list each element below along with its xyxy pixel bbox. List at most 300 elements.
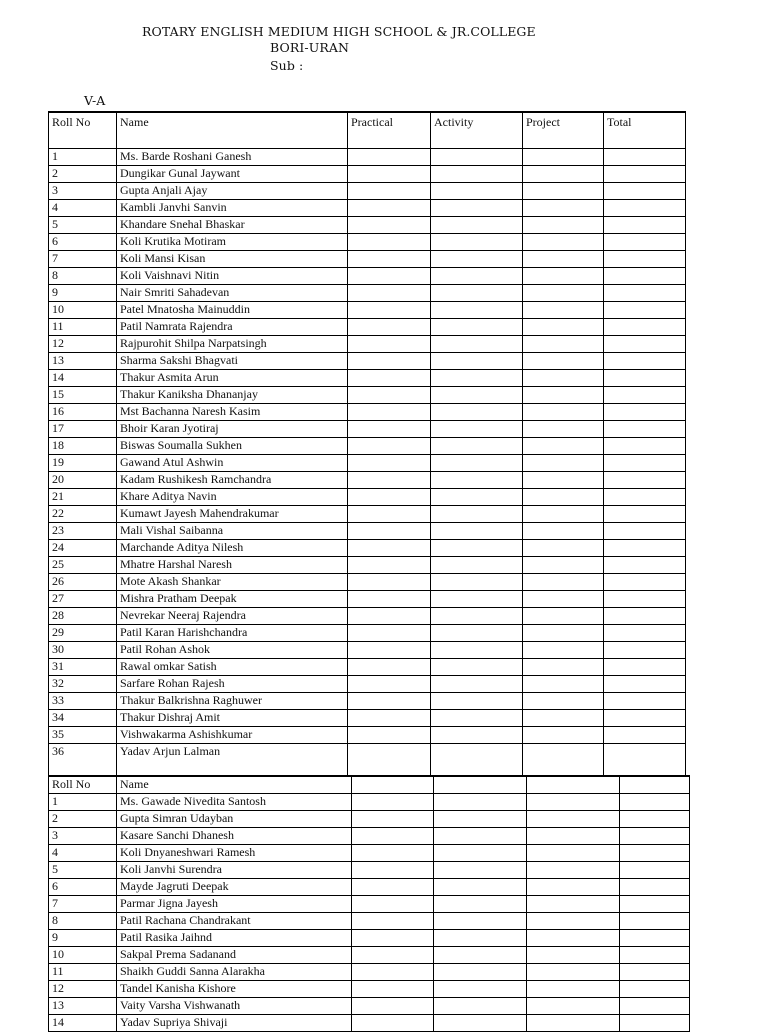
project-mark-cell[interactable]	[523, 472, 604, 489]
project-mark-cell[interactable]	[523, 336, 604, 353]
total-mark-cell[interactable]	[604, 268, 686, 285]
empty-cell[interactable]	[527, 776, 620, 794]
practical-mark-cell[interactable]	[352, 1015, 434, 1032]
project-mark-cell[interactable]	[523, 234, 604, 251]
activity-mark-cell[interactable]	[434, 964, 527, 981]
table-row	[49, 183, 686, 200]
roll-number-cell: 2	[49, 166, 117, 183]
project-mark-cell[interactable]	[523, 642, 604, 659]
student-name-cell: Koli Mansi Kisan	[117, 251, 348, 268]
student-name-cell: Yadav Supriya Shivaji	[117, 1015, 352, 1032]
table-row	[49, 608, 686, 625]
practical-mark-cell[interactable]	[352, 794, 434, 811]
activity-mark-cell[interactable]	[431, 166, 523, 183]
project-mark-cell[interactable]	[527, 1015, 620, 1032]
table-row	[49, 319, 686, 336]
practical-mark-cell[interactable]	[348, 251, 431, 268]
activity-mark-cell[interactable]	[431, 676, 523, 693]
practical-mark-cell[interactable]	[348, 523, 431, 540]
total-mark-cell[interactable]	[620, 930, 690, 947]
activity-mark-cell[interactable]	[434, 1015, 527, 1032]
activity-mark-cell[interactable]	[431, 489, 523, 506]
activity-mark-cell[interactable]	[431, 727, 523, 744]
total-mark-cell[interactable]	[604, 251, 686, 268]
activity-mark-cell[interactable]	[431, 200, 523, 217]
total-mark-cell[interactable]	[604, 234, 686, 251]
student-name-cell: Nevrekar Neeraj Rajendra	[117, 608, 348, 625]
project-mark-cell[interactable]	[527, 879, 620, 896]
activity-mark-cell[interactable]	[431, 353, 523, 370]
practical-mark-cell[interactable]	[348, 676, 431, 693]
roll-number-cell: 22	[49, 506, 117, 523]
total-mark-cell[interactable]	[620, 998, 690, 1015]
project-mark-cell[interactable]	[523, 455, 604, 472]
activity-mark-cell[interactable]	[431, 472, 523, 489]
table-row	[49, 166, 686, 183]
student-name-cell: Patil Karan Harishchandra	[117, 625, 348, 642]
practical-mark-cell[interactable]	[348, 472, 431, 489]
header-roll-no: Roll No	[49, 112, 117, 149]
total-mark-cell[interactable]	[604, 217, 686, 234]
project-mark-cell[interactable]	[523, 166, 604, 183]
total-mark-cell[interactable]	[604, 421, 686, 438]
practical-mark-cell[interactable]	[352, 811, 434, 828]
empty-cell[interactable]	[352, 776, 434, 794]
activity-mark-cell[interactable]	[431, 404, 523, 421]
roll-number-cell: 12	[49, 336, 117, 353]
table-row	[49, 794, 690, 811]
total-mark-cell[interactable]	[604, 387, 686, 404]
student-name-cell: Gupta Anjali Ajay	[117, 183, 348, 200]
table-row	[49, 285, 686, 302]
table-row	[49, 693, 686, 710]
total-mark-cell[interactable]	[620, 1015, 690, 1032]
roll-number-cell: 23	[49, 523, 117, 540]
student-name-cell: Thakur Dishraj Amit	[117, 710, 348, 727]
total-mark-cell[interactable]	[620, 947, 690, 964]
total-mark-cell[interactable]	[604, 404, 686, 421]
activity-mark-cell[interactable]	[431, 591, 523, 608]
table-row	[49, 862, 690, 879]
activity-mark-cell[interactable]	[434, 981, 527, 998]
total-mark-cell[interactable]	[620, 896, 690, 913]
roll-number-cell: 26	[49, 574, 117, 591]
total-mark-cell[interactable]	[604, 149, 686, 166]
student-name-cell: Mst Bachanna Naresh Kasim	[117, 404, 348, 421]
activity-mark-cell[interactable]	[434, 828, 527, 845]
total-mark-cell[interactable]	[604, 574, 686, 591]
student-name-cell: Koli Dnyaneshwari Ramesh	[117, 845, 352, 862]
empty-cell[interactable]	[434, 776, 527, 794]
total-mark-cell[interactable]	[604, 166, 686, 183]
project-mark-cell[interactable]	[527, 930, 620, 947]
activity-mark-cell[interactable]	[431, 387, 523, 404]
activity-mark-cell[interactable]	[431, 285, 523, 302]
practical-mark-cell[interactable]	[352, 845, 434, 862]
table-row	[49, 879, 690, 896]
table-row	[49, 930, 690, 947]
student-name-cell: Thakur Kaniksha Dhananjay	[117, 387, 348, 404]
student-name-cell: Mali Vishal Saibanna	[117, 523, 348, 540]
practical-mark-cell[interactable]	[348, 336, 431, 353]
project-mark-cell[interactable]	[527, 964, 620, 981]
table-row	[49, 947, 690, 964]
roll-number-cell: 5	[49, 862, 117, 879]
practical-mark-cell[interactable]	[352, 862, 434, 879]
roll-number-cell: 6	[49, 234, 117, 251]
activity-mark-cell[interactable]	[431, 370, 523, 387]
table-row	[49, 455, 686, 472]
practical-mark-cell[interactable]	[348, 404, 431, 421]
practical-mark-cell[interactable]	[348, 438, 431, 455]
total-mark-cell[interactable]	[620, 794, 690, 811]
project-mark-cell[interactable]	[523, 693, 604, 710]
table-row	[49, 234, 686, 251]
project-mark-cell[interactable]	[523, 540, 604, 557]
project-mark-cell[interactable]	[523, 217, 604, 234]
total-mark-cell[interactable]	[604, 438, 686, 455]
header-name: Name	[117, 776, 352, 794]
practical-mark-cell[interactable]	[348, 591, 431, 608]
project-mark-cell[interactable]	[523, 608, 604, 625]
table-row	[49, 302, 686, 319]
total-mark-cell[interactable]	[604, 676, 686, 693]
student-name-cell: Patil Rasika Jaihnd	[117, 930, 352, 947]
activity-mark-cell[interactable]	[431, 455, 523, 472]
project-mark-cell[interactable]	[523, 574, 604, 591]
practical-mark-cell[interactable]	[348, 506, 431, 523]
roll-number-cell: 10	[49, 947, 117, 964]
project-mark-cell[interactable]	[523, 302, 604, 319]
roll-number-cell: 36	[49, 744, 117, 776]
activity-mark-cell[interactable]	[431, 183, 523, 200]
activity-mark-cell[interactable]	[431, 710, 523, 727]
student-name-cell: Mishra Pratham Deepak	[117, 591, 348, 608]
table-row	[49, 489, 686, 506]
practical-mark-cell[interactable]	[352, 981, 434, 998]
activity-mark-cell[interactable]	[431, 319, 523, 336]
table-row	[49, 845, 690, 862]
student-name-cell: Mayde Jagruti Deepak	[117, 879, 352, 896]
table-row	[49, 998, 690, 1015]
table-row	[49, 149, 686, 166]
activity-mark-cell[interactable]	[434, 947, 527, 964]
project-mark-cell[interactable]	[523, 489, 604, 506]
activity-mark-cell[interactable]	[431, 336, 523, 353]
activity-mark-cell[interactable]	[431, 268, 523, 285]
total-mark-cell[interactable]	[604, 659, 686, 676]
total-mark-cell[interactable]	[604, 336, 686, 353]
activity-mark-cell[interactable]	[431, 659, 523, 676]
school-name: ROTARY ENGLISH MEDIUM HIGH SCHOOL & JR.COLLEGE	[142, 24, 536, 39]
total-mark-cell[interactable]	[620, 879, 690, 896]
practical-mark-cell[interactable]	[348, 642, 431, 659]
empty-cell[interactable]	[620, 776, 690, 794]
activity-mark-cell[interactable]	[434, 862, 527, 879]
project-mark-cell[interactable]	[523, 200, 604, 217]
table-row	[49, 200, 686, 217]
total-mark-cell[interactable]	[604, 472, 686, 489]
practical-mark-cell[interactable]	[348, 710, 431, 727]
practical-mark-cell[interactable]	[348, 353, 431, 370]
roll-number-cell: 9	[49, 285, 117, 302]
practical-mark-cell[interactable]	[352, 998, 434, 1015]
practical-mark-cell[interactable]	[348, 540, 431, 557]
project-mark-cell[interactable]	[523, 506, 604, 523]
roll-number-cell: 11	[49, 964, 117, 981]
project-mark-cell[interactable]	[523, 727, 604, 744]
practical-mark-cell[interactable]	[348, 421, 431, 438]
roll-number-cell: 3	[49, 183, 117, 200]
student-name-cell: Marchande Aditya Nilesh	[117, 540, 348, 557]
practical-mark-cell[interactable]	[348, 608, 431, 625]
total-mark-cell[interactable]	[620, 913, 690, 930]
table-row	[49, 625, 686, 642]
activity-mark-cell[interactable]	[434, 930, 527, 947]
total-mark-cell[interactable]	[604, 591, 686, 608]
project-mark-cell[interactable]	[523, 268, 604, 285]
practical-mark-cell[interactable]	[348, 183, 431, 200]
project-mark-cell[interactable]	[527, 947, 620, 964]
total-mark-cell[interactable]	[604, 523, 686, 540]
total-mark-cell[interactable]	[604, 693, 686, 710]
table-row	[49, 421, 686, 438]
total-mark-cell[interactable]	[620, 862, 690, 879]
project-mark-cell[interactable]	[527, 896, 620, 913]
practical-mark-cell[interactable]	[348, 455, 431, 472]
total-mark-cell[interactable]	[604, 302, 686, 319]
activity-mark-cell[interactable]	[431, 438, 523, 455]
project-mark-cell[interactable]	[527, 981, 620, 998]
practical-mark-cell[interactable]	[348, 727, 431, 744]
table-row	[49, 591, 686, 608]
total-mark-cell[interactable]	[604, 489, 686, 506]
activity-mark-cell[interactable]	[431, 251, 523, 268]
table-row	[49, 913, 690, 930]
practical-mark-cell[interactable]	[348, 744, 431, 776]
project-mark-cell[interactable]	[527, 998, 620, 1015]
table-row	[49, 744, 686, 776]
total-mark-cell[interactable]	[620, 828, 690, 845]
total-mark-cell[interactable]	[620, 845, 690, 862]
project-mark-cell[interactable]	[523, 710, 604, 727]
project-mark-cell[interactable]	[523, 353, 604, 370]
total-mark-cell[interactable]	[604, 625, 686, 642]
roll-number-cell: 30	[49, 642, 117, 659]
project-mark-cell[interactable]	[523, 387, 604, 404]
total-mark-cell[interactable]	[604, 370, 686, 387]
project-mark-cell[interactable]	[523, 149, 604, 166]
activity-mark-cell[interactable]	[431, 302, 523, 319]
project-mark-cell[interactable]	[523, 404, 604, 421]
activity-mark-cell[interactable]	[431, 642, 523, 659]
project-mark-cell[interactable]	[523, 370, 604, 387]
project-mark-cell[interactable]	[527, 811, 620, 828]
total-mark-cell[interactable]	[604, 608, 686, 625]
practical-mark-cell[interactable]	[352, 964, 434, 981]
activity-mark-cell[interactable]	[431, 149, 523, 166]
student-name-cell: Parmar Jigna Jayesh	[117, 896, 352, 913]
practical-mark-cell[interactable]	[348, 557, 431, 574]
practical-mark-cell[interactable]	[348, 659, 431, 676]
header-practical: Practical	[348, 112, 431, 149]
roll-number-cell: 19	[49, 455, 117, 472]
table-row	[49, 557, 686, 574]
practical-mark-cell[interactable]	[352, 896, 434, 913]
activity-mark-cell[interactable]	[431, 574, 523, 591]
table-row	[49, 828, 690, 845]
practical-mark-cell[interactable]	[352, 947, 434, 964]
practical-mark-cell[interactable]	[348, 285, 431, 302]
total-mark-cell[interactable]	[604, 727, 686, 744]
table-row	[49, 506, 686, 523]
project-mark-cell[interactable]	[523, 421, 604, 438]
table-row	[49, 370, 686, 387]
project-mark-cell[interactable]	[523, 319, 604, 336]
activity-mark-cell[interactable]	[431, 506, 523, 523]
header-name: Name	[117, 112, 348, 149]
activity-mark-cell[interactable]	[431, 557, 523, 574]
roll-number-cell: 4	[49, 845, 117, 862]
project-mark-cell[interactable]	[523, 523, 604, 540]
roll-number-cell: 12	[49, 981, 117, 998]
activity-mark-cell[interactable]	[434, 794, 527, 811]
table-row	[49, 251, 686, 268]
project-mark-cell[interactable]	[527, 913, 620, 930]
practical-mark-cell[interactable]	[348, 217, 431, 234]
total-mark-cell[interactable]	[620, 811, 690, 828]
total-mark-cell[interactable]	[604, 557, 686, 574]
practical-mark-cell[interactable]	[348, 319, 431, 336]
roll-number-cell: 13	[49, 998, 117, 1015]
activity-mark-cell[interactable]	[431, 523, 523, 540]
total-mark-cell[interactable]	[620, 964, 690, 981]
practical-mark-cell[interactable]	[348, 574, 431, 591]
project-mark-cell[interactable]	[523, 557, 604, 574]
total-mark-cell[interactable]	[604, 642, 686, 659]
table-header-row	[49, 776, 690, 794]
student-name-cell: Gawand Atul Ashwin	[117, 455, 348, 472]
practical-mark-cell[interactable]	[348, 370, 431, 387]
project-mark-cell[interactable]	[523, 285, 604, 302]
total-mark-cell[interactable]	[604, 710, 686, 727]
roll-number-cell: 29	[49, 625, 117, 642]
activity-mark-cell[interactable]	[434, 845, 527, 862]
practical-mark-cell[interactable]	[352, 913, 434, 930]
table-row	[49, 387, 686, 404]
roll-number-cell: 8	[49, 268, 117, 285]
total-mark-cell[interactable]	[604, 353, 686, 370]
activity-mark-cell[interactable]	[431, 744, 523, 776]
total-mark-cell[interactable]	[604, 455, 686, 472]
total-mark-cell[interactable]	[604, 285, 686, 302]
activity-mark-cell[interactable]	[434, 998, 527, 1015]
activity-mark-cell[interactable]	[431, 217, 523, 234]
roll-number-cell: 33	[49, 693, 117, 710]
roll-number-cell: 20	[49, 472, 117, 489]
project-mark-cell[interactable]	[523, 251, 604, 268]
school-location: BORI-URAN	[270, 40, 350, 55]
project-mark-cell[interactable]	[523, 183, 604, 200]
practical-mark-cell[interactable]	[348, 625, 431, 642]
student-name-cell: Vaity Varsha Vishwanath	[117, 998, 352, 1015]
table-row	[49, 710, 686, 727]
activity-mark-cell[interactable]	[431, 540, 523, 557]
student-name-cell: Biswas Soumalla Sukhen	[117, 438, 348, 455]
total-mark-cell[interactable]	[604, 540, 686, 557]
project-mark-cell[interactable]	[527, 794, 620, 811]
total-mark-cell[interactable]	[604, 200, 686, 217]
table-row	[49, 896, 690, 913]
project-mark-cell[interactable]	[523, 744, 604, 776]
practical-mark-cell[interactable]	[352, 930, 434, 947]
activity-mark-cell[interactable]	[431, 421, 523, 438]
project-mark-cell[interactable]	[523, 438, 604, 455]
roll-number-cell: 1	[49, 794, 117, 811]
activity-mark-cell[interactable]	[434, 879, 527, 896]
student-name-cell: Tandel Kanisha Kishore	[117, 981, 352, 998]
activity-mark-cell[interactable]	[434, 811, 527, 828]
practical-mark-cell[interactable]	[348, 268, 431, 285]
student-name-cell: Patil Rohan Ashok	[117, 642, 348, 659]
student-name-cell: Kasare Sanchi Dhanesh	[117, 828, 352, 845]
class-section: V-A	[84, 93, 106, 108]
practical-mark-cell[interactable]	[352, 828, 434, 845]
roll-number-cell: 10	[49, 302, 117, 319]
practical-mark-cell[interactable]	[348, 200, 431, 217]
project-mark-cell[interactable]	[523, 676, 604, 693]
activity-mark-cell[interactable]	[431, 625, 523, 642]
student-name-cell: Mhatre Harshal Naresh	[117, 557, 348, 574]
student-name-cell: Patil Rachana Chandrakant	[117, 913, 352, 930]
practical-mark-cell[interactable]	[348, 489, 431, 506]
practical-mark-cell[interactable]	[348, 693, 431, 710]
project-mark-cell[interactable]	[527, 845, 620, 862]
student-name-cell: Mote Akash Shankar	[117, 574, 348, 591]
project-mark-cell[interactable]	[527, 862, 620, 879]
project-mark-cell[interactable]	[523, 625, 604, 642]
roll-number-cell: 16	[49, 404, 117, 421]
practical-mark-cell[interactable]	[348, 387, 431, 404]
activity-mark-cell[interactable]	[431, 693, 523, 710]
total-mark-cell[interactable]	[604, 319, 686, 336]
student-name-cell: Bhoir Karan Jyotiraj	[117, 421, 348, 438]
total-mark-cell[interactable]	[604, 183, 686, 200]
student-name-cell: Koli Vaishnavi Nitin	[117, 268, 348, 285]
project-mark-cell[interactable]	[523, 659, 604, 676]
project-mark-cell[interactable]	[523, 591, 604, 608]
roll-number-cell: 15	[49, 387, 117, 404]
header-activity: Activity	[431, 112, 523, 149]
table-row	[49, 727, 686, 744]
roll-number-cell: 32	[49, 676, 117, 693]
activity-mark-cell[interactable]	[434, 913, 527, 930]
practical-mark-cell[interactable]	[348, 234, 431, 251]
total-mark-cell[interactable]	[620, 981, 690, 998]
practical-mark-cell[interactable]	[348, 302, 431, 319]
practical-mark-cell[interactable]	[352, 879, 434, 896]
table-row	[49, 472, 686, 489]
project-mark-cell[interactable]	[527, 828, 620, 845]
roll-number-cell: 34	[49, 710, 117, 727]
activity-mark-cell[interactable]	[431, 234, 523, 251]
practical-mark-cell[interactable]	[348, 166, 431, 183]
practical-mark-cell[interactable]	[348, 149, 431, 166]
total-mark-cell[interactable]	[604, 744, 686, 776]
total-mark-cell[interactable]	[604, 506, 686, 523]
activity-mark-cell[interactable]	[431, 608, 523, 625]
activity-mark-cell[interactable]	[434, 896, 527, 913]
